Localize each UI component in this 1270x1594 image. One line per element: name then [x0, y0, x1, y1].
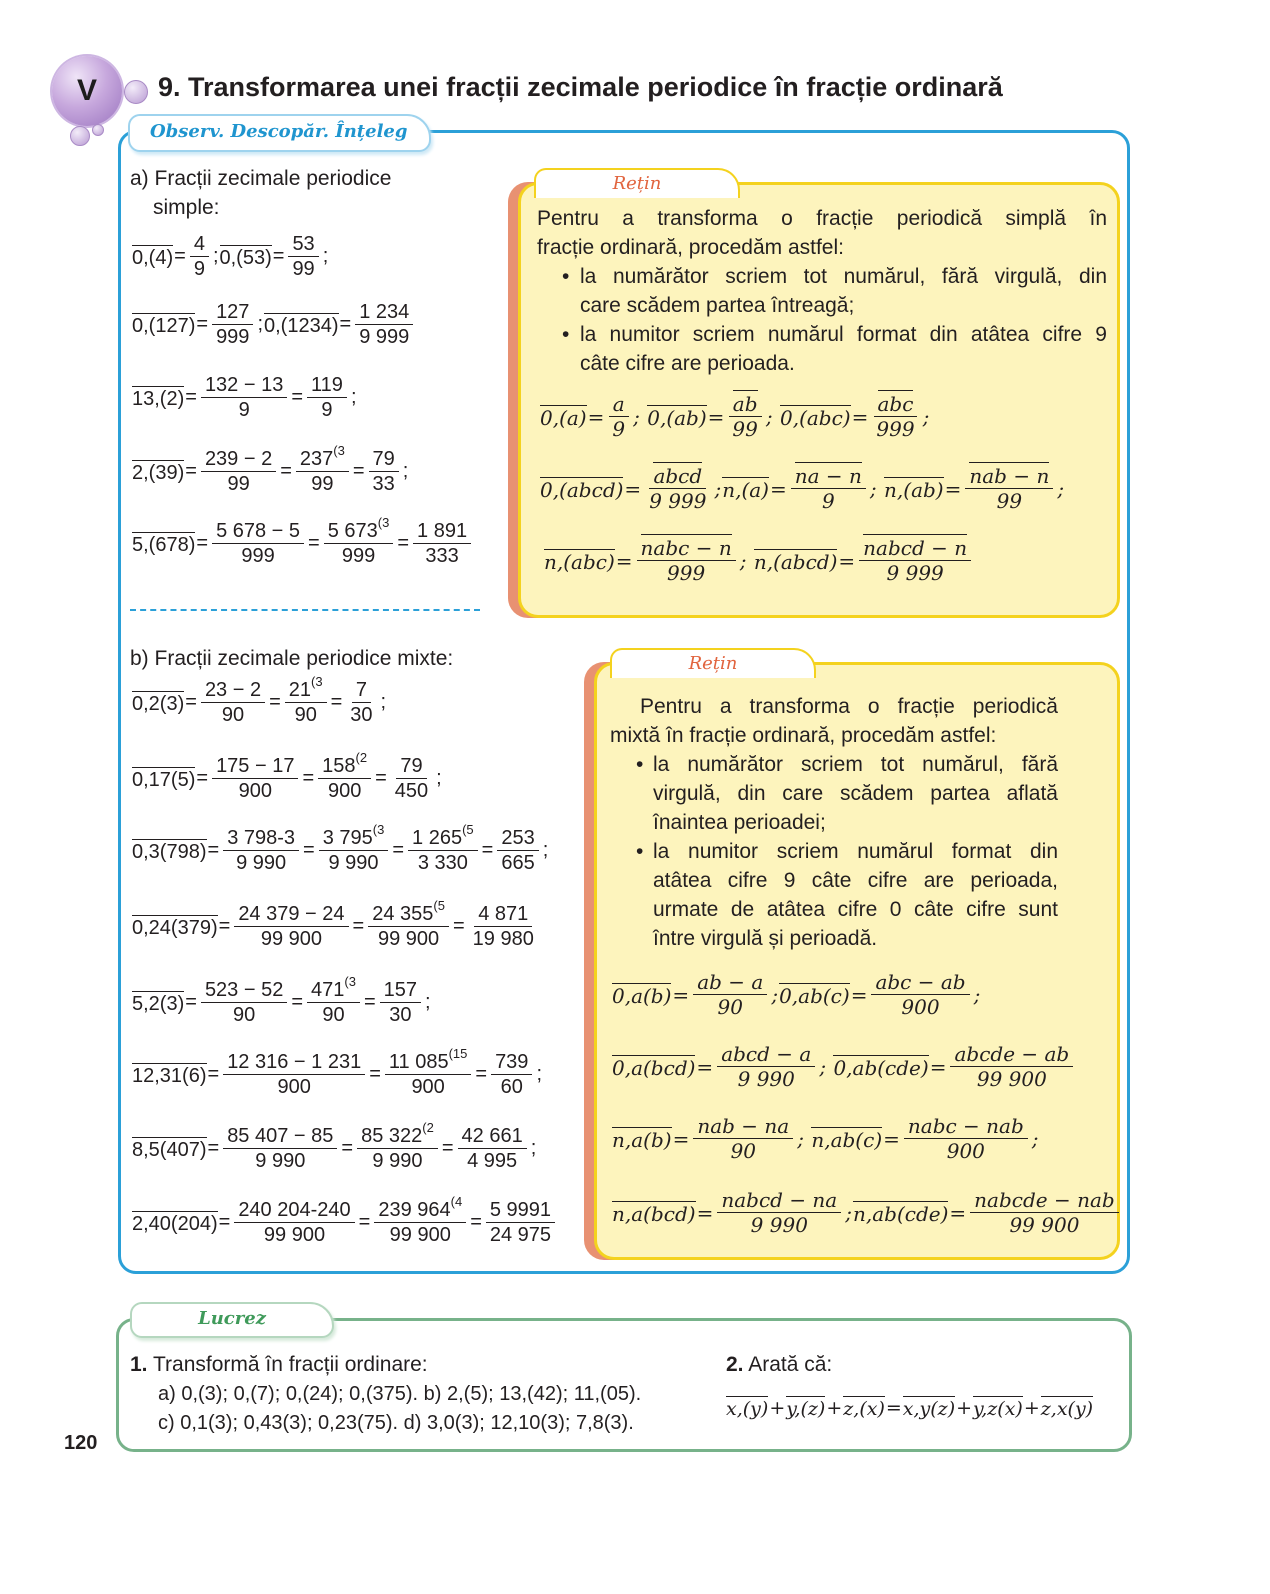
equation-a2: 0,(127) = $\frac{127}{999}$ ; 0,(1234) = $\frac{1 234}{9 999}$	[132, 300, 416, 349]
chapter-badge: V	[52, 56, 122, 126]
retin-1-bullet: la numărător scriem tot numărul, fără virgulă, din	[580, 265, 1107, 288]
retin-2-bullet-cont: atâtea cifre 9 câte cifre are perioada,	[653, 869, 1058, 892]
bullet-icon: •	[562, 265, 570, 288]
formula-mixed-2: 0,a(bcd) = $\frac{\text{abcd − a}}{9 990}$ ; 0,ab(cde) = $\frac{\text{abcde − ab}}{99 900}$	[612, 1042, 1076, 1091]
exercise-1-items: a) 0,(3); 0,(7); 0,(24); 0,(375). b) 2,(5); 13,(42); 11,(05).	[158, 1383, 642, 1405]
retin-1-bullet-cont: care scădem partea întreagă;	[580, 294, 855, 317]
section-divider	[130, 609, 480, 611]
retin-label-1: Rețin	[534, 168, 740, 198]
retin-2-bullet-cont: între virgulă și perioadă.	[653, 927, 878, 950]
retin-2-bullet: la numitor scriem numărul format din	[653, 840, 1058, 863]
retin-2-bullet-cont: urmate de atâtea cifre 0 câte cifre sunt	[653, 898, 1058, 921]
retin-2-line: Pentru a transforma o fracție periodică	[640, 695, 1058, 718]
retin-1-line: Pentru a transforma o fracție periodică simplă în	[537, 207, 1107, 230]
exercise-1-items: c) 0,1(3); 0,43(3); 0,23(75). d) 3,0(3); 12,10(3); 7,8(3).	[158, 1412, 634, 1434]
bullet-icon: •	[636, 753, 644, 776]
retin-1-bullet: la numitor scriem numărul format din atâtea cifre 9	[580, 323, 1107, 346]
retin-2-line: mixtă în fracție ordinară, procedăm astfel:	[610, 724, 997, 747]
formula-mixed-1: 0,a(b) = $\frac{ab - a}{90}$ ; 0,ab(c) = $\frac{\text{abc − ab}}{900}$ ;	[612, 970, 981, 1019]
bullet-icon: •	[636, 840, 644, 863]
part-b-heading: b) Fracții zecimale periodice mixte:	[130, 647, 454, 670]
formula-simple-1: 0,(a) = $\frac{a}{9}$ ; 0,(ab) = $\frac{ab}{99}$ ; 0,(abc) = $\frac{\text{abc}}{999}$ ;	[540, 392, 930, 441]
exercise-2-equation: x,(y) + y,(z) + z,(x) = x,y(z) + y,z(x) + z,x(y)	[726, 1397, 1094, 1420]
equation-b2: 0,17(5) = $\frac{175 - 17}{900}$ = $\frac{158^{(2}}{900}$ = $\frac{79}{450}$ ;	[132, 750, 442, 802]
retin-2-bullet-cont: virgulă, din care scădem partea aflată	[653, 782, 1058, 805]
formula-simple-3: n,(abc) = $\frac{\text{nabc − n}}{999}$ ; n,(abcd) = $\frac{\text{nabcd − n}}{9 999}$	[544, 536, 974, 585]
equation-b1: 0,2(3) = $\frac{23 - 2}{90}$ = $\frac{21^{(3}}{90}$ = $\frac{7}{30}$ ;	[132, 674, 387, 726]
formula-mixed-3: n,a(b) = $\frac{\text{nab − na}}{90}$ ; n,ab(c) = $\frac{\text{nabc − nab}}{900}$ ;	[612, 1114, 1039, 1163]
equation-a5: 5,(678) = $\frac{5 678 - 5}{999}$ = $\frac{5 673^{(3}}{999}$ = $\frac{1 891}{333}$	[132, 519, 474, 568]
equation-b5: 5,2(3) = $\frac{523 - 52}{90}$ = $\frac{471^{(3}}{90}$ = $\frac{157}{30}$ ;	[132, 974, 431, 1026]
part-a-heading: a) Fracții zecimale periodice	[130, 167, 392, 190]
retin-1-bullet-cont: câte cifre are perioada.	[580, 352, 795, 375]
equation-b7: 8,5(407) = $\frac{85 407 - 85}{9 990}$ = $\frac{85 322^{(2}}{9 990}$ = $\frac{42 661}{4 995}$ ;	[132, 1120, 537, 1172]
bubble-decoration	[92, 124, 104, 136]
exercise-1-title: 1. Transformă în fracții ordinare:	[130, 1353, 428, 1376]
bubble-decoration	[70, 126, 90, 146]
bubble-decoration	[124, 80, 148, 104]
equation-b3: 0,3(798) = $\frac{3 798-3}{9 990}$ = $\frac{3 795^{(3}}{9 990}$ = $\frac{1 265^{(5}}{3 330}$ = $\frac{253}{665}$ ;	[132, 822, 549, 874]
equation-b8: 2,40(204) = $\frac{240 204-240}{99 900}$ = $\frac{239 964^{(4}}{99 900}$ = $\frac{5 9991}{24 975}$	[132, 1198, 558, 1247]
retin-2-bullet-cont: înaintea perioadei;	[653, 811, 826, 834]
retin-1-line: fracție ordinară, procedăm astfel:	[537, 236, 844, 259]
equation-a4: 2,(39) = $\frac{239 - 2}{99}$ = $\frac{237^{(3}}{99}$ = $\frac{79}{33}$ ;	[132, 443, 409, 495]
formula-simple-2: 0,(abcd) = $\frac{\text{abcd}}{9 999}$ ; n,(a) = $\frac{na - n}{9}$ ; n,(ab) = $\frac{\text{nab − n}}{99}$ ;	[540, 464, 1065, 513]
formula-mixed-4: n,a(bcd) = $\frac{\text{nabcd − na}}{9 990}$ ; n,ab(cde) = $\frac{\text{nabcde − nab}}{99 900}$	[612, 1188, 1122, 1237]
equation-a1: 0,(4) = $\frac{4}{9}$ ; 0,(53) = $\frac{53}{99}$ ;	[132, 233, 329, 280]
page-number: 120	[64, 1432, 98, 1454]
observe-tab: Observ. Descopăr. Înțeleg	[128, 114, 431, 152]
exercise-2-title: 2. Arată că:	[726, 1353, 833, 1376]
equation-a3: 13,(2) = $\frac{132 - 13}{9}$ = $\frac{119}{9}$ ;	[132, 374, 357, 421]
part-a-heading-cont: simple:	[153, 196, 220, 219]
equation-b4: 0,24(379) = $\frac{24 379 - 24}{99 900}$ = $\frac{24 355^{(5}}{99 900}$ = $\frac{4 871}{19 980}$	[132, 898, 534, 950]
retin-label-2: Rețin	[610, 648, 816, 678]
bullet-icon: •	[562, 323, 570, 346]
exercise-tab: Lucrez	[130, 1302, 334, 1338]
page-title: 9. Transformarea unei fracții zecimale periodice în fracție ordinară	[158, 72, 1003, 102]
retin-2-bullet: la numărător scriem tot numărul, fără	[653, 753, 1058, 776]
equation-b6: 12,31(6) = $\frac{12 316 - 1 231}{900}$ = $\frac{11 085^{(15}}{900}$ = $\frac{739}{60}$ ;	[132, 1046, 542, 1098]
